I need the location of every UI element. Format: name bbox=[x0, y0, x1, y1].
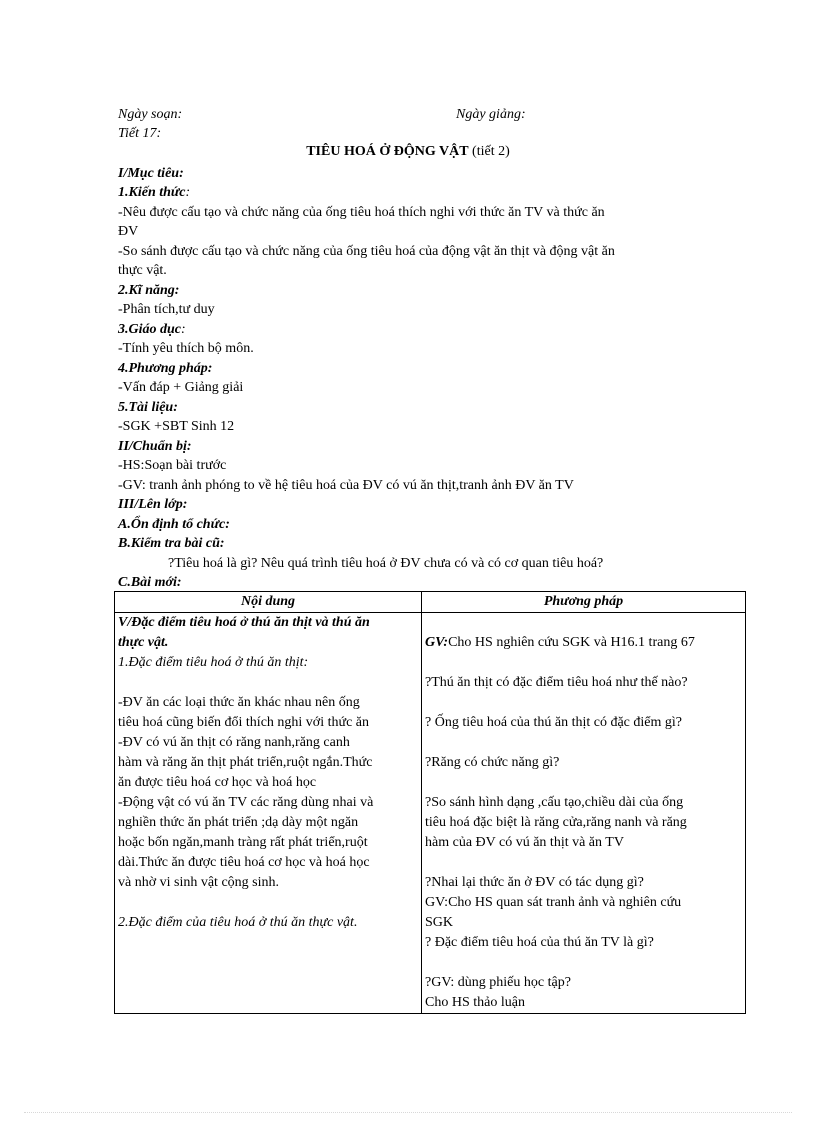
ngay-giang-label: Ngày giảng: bbox=[456, 107, 526, 122]
heading-phuong-phap: 4.Phương pháp: bbox=[118, 361, 213, 376]
tiet-label: Tiết 17: bbox=[118, 126, 162, 141]
noi-dung-sub2: 2.Đặc điểm của tiêu hoá ở thú ăn thực vật. bbox=[118, 915, 358, 930]
noi-dung-line-7: nghiền thức ăn phát triển ;dạ dày một ngăn bbox=[118, 815, 359, 830]
phuong-phap-line-2: ?Thú ăn thịt có đặc điểm tiêu hoá như thế nào? bbox=[425, 675, 688, 690]
phuong-phap-line: -Vấn đáp + Giảng giải bbox=[118, 380, 244, 395]
noi-dung-line-8: hoặc bốn ngăn,manh tràng rất phát triển,ruột bbox=[118, 835, 368, 850]
table-row bbox=[115, 613, 746, 1014]
noi-dung-heading-a: V/Đặc điểm tiêu hoá ở thú ăn thịt và thú ăn bbox=[118, 615, 370, 630]
phuong-phap-line-5b: tiêu hoá đặc biệt là răng cửa,răng nanh và răng bbox=[425, 815, 687, 830]
noi-dung-line-4: hàm và răng ăn thịt phát triển,ruột ngắn.Thức bbox=[118, 755, 373, 770]
ki-nang-line: -Phân tích,tư duy bbox=[118, 302, 215, 317]
heading-ki-nang: 2.Kĩ năng: bbox=[118, 283, 180, 298]
noi-dung-line-1: -ĐV ăn các loại thức ăn khác nhau nên ống bbox=[118, 695, 360, 710]
lesson-table bbox=[114, 591, 746, 1014]
phuong-phap-line-9: ?GV: dùng phiếu học tập? bbox=[425, 975, 571, 990]
phuong-phap-line-10: Cho HS thảo luận bbox=[425, 995, 525, 1010]
kien-thuc-line-2a: -So sánh được cấu tạo và chức năng của ống tiêu hoá của động vật ăn thịt và động vật ăn bbox=[118, 244, 615, 259]
kien-thuc-line-2b: thực vật. bbox=[118, 263, 167, 278]
lesson-title bbox=[0, 144, 816, 160]
section-muc-tieu: I/Mục tiêu: bbox=[118, 166, 184, 181]
noi-dung-heading-b: thực vật. bbox=[118, 635, 169, 650]
giao-duc-line: -Tính yêu thích bộ môn. bbox=[118, 341, 254, 356]
ngay-soan-label: Ngày soạn: bbox=[118, 107, 183, 122]
noi-dung-sub1: 1.Đặc điểm tiêu hoá ở thú ăn thịt: bbox=[118, 655, 309, 670]
header-noi-dung: Nội dung bbox=[115, 592, 422, 613]
heading-kiem-tra: B.Kiểm tra bài cũ: bbox=[118, 536, 225, 551]
phuong-phap-line-3: ? Ống tiêu hoá của thú ăn thịt có đặc điểm gì? bbox=[425, 715, 682, 730]
heading-on-dinh: A.Ổn định tổ chức: bbox=[118, 517, 230, 532]
phuong-phap-line-4: ?Răng có chức năng gì? bbox=[425, 755, 560, 770]
noi-dung-line-5: ăn được tiêu hoá cơ học và hoá học bbox=[118, 775, 317, 790]
phuong-phap-line-5a: ?So sánh hình dạng ,cấu tạo,chiều dài của ống bbox=[425, 795, 684, 810]
header-phuong-phap: Phương pháp bbox=[422, 592, 746, 613]
section-chuan-bi: II/Chuẩn bị: bbox=[118, 439, 192, 454]
noi-dung-line-3: -ĐV có vú ăn thịt có răng nanh,răng canh bbox=[118, 735, 350, 750]
heading-bai-moi: C.Bài mới: bbox=[118, 575, 182, 590]
noi-dung-cell bbox=[115, 613, 422, 1014]
phuong-phap-line-5c: hàm của ĐV có vú ăn thịt và ăn TV bbox=[425, 835, 624, 850]
noi-dung-line-10: và nhờ vi sinh vật cộng sinh. bbox=[118, 875, 279, 890]
kiem-tra-question: ?Tiêu hoá là gì? Nêu quá trình tiêu hoá ở ĐV chưa có và có cơ quan tiêu hoá? bbox=[168, 556, 604, 571]
noi-dung-line-6: -Động vật có vú ăn TV các răng dùng nhai và bbox=[118, 795, 374, 810]
phuong-phap-line-8: ? Đặc điểm tiêu hoá của thú ăn TV là gì? bbox=[425, 935, 654, 950]
kien-thuc-line-1b: ĐV bbox=[118, 224, 139, 239]
phuong-phap-line-7a: GV:Cho HS quan sát tranh ảnh và nghiên cứu bbox=[425, 895, 682, 910]
phuong-phap-line-6: ?Nhai lại thức ăn ở ĐV có tác dụng gì? bbox=[425, 875, 644, 890]
table-header-row bbox=[115, 592, 746, 613]
heading-tai-lieu: 5.Tài liệu: bbox=[118, 400, 178, 415]
phuong-phap-line-1: GV:Cho HS nghiên cứu SGK và H16.1 trang 67 bbox=[425, 635, 695, 650]
phuong-phap-cell bbox=[422, 613, 746, 1014]
chuan-bi-hs: -HS:Soạn bài trước bbox=[118, 458, 227, 473]
section-len-lop: III/Lên lớp: bbox=[118, 497, 188, 512]
lesson-title-main: TIÊU HOÁ Ở ĐỘNG VẬT bbox=[306, 144, 469, 159]
page-bottom-divider bbox=[24, 1112, 792, 1113]
tai-lieu-line: -SGK +SBT Sinh 12 bbox=[118, 419, 235, 434]
heading-kien-thuc: 1.Kiến thức: bbox=[118, 185, 191, 200]
kien-thuc-line-1a: -Nêu được cấu tạo và chức năng của ống tiêu hoá thích nghi với thức ăn TV và thức ăn bbox=[118, 205, 605, 220]
phuong-phap-line-7b: SGK bbox=[425, 915, 454, 930]
gv-label: GV: bbox=[425, 635, 449, 650]
lesson-title-sub: (tiết 2) bbox=[472, 144, 510, 159]
noi-dung-line-9: dài.Thức ăn được tiêu hoá cơ học và hoá học bbox=[118, 855, 370, 870]
heading-giao-duc: 3.Giáo dục: bbox=[118, 322, 186, 337]
noi-dung-line-2: tiêu hoá cũng biến đổi thích nghi với thức ăn bbox=[118, 715, 369, 730]
chuan-bi-gv: -GV: tranh ảnh phóng to về hệ tiêu hoá của ĐV có vú ăn thịt,tranh ảnh ĐV ăn TV bbox=[118, 478, 574, 493]
